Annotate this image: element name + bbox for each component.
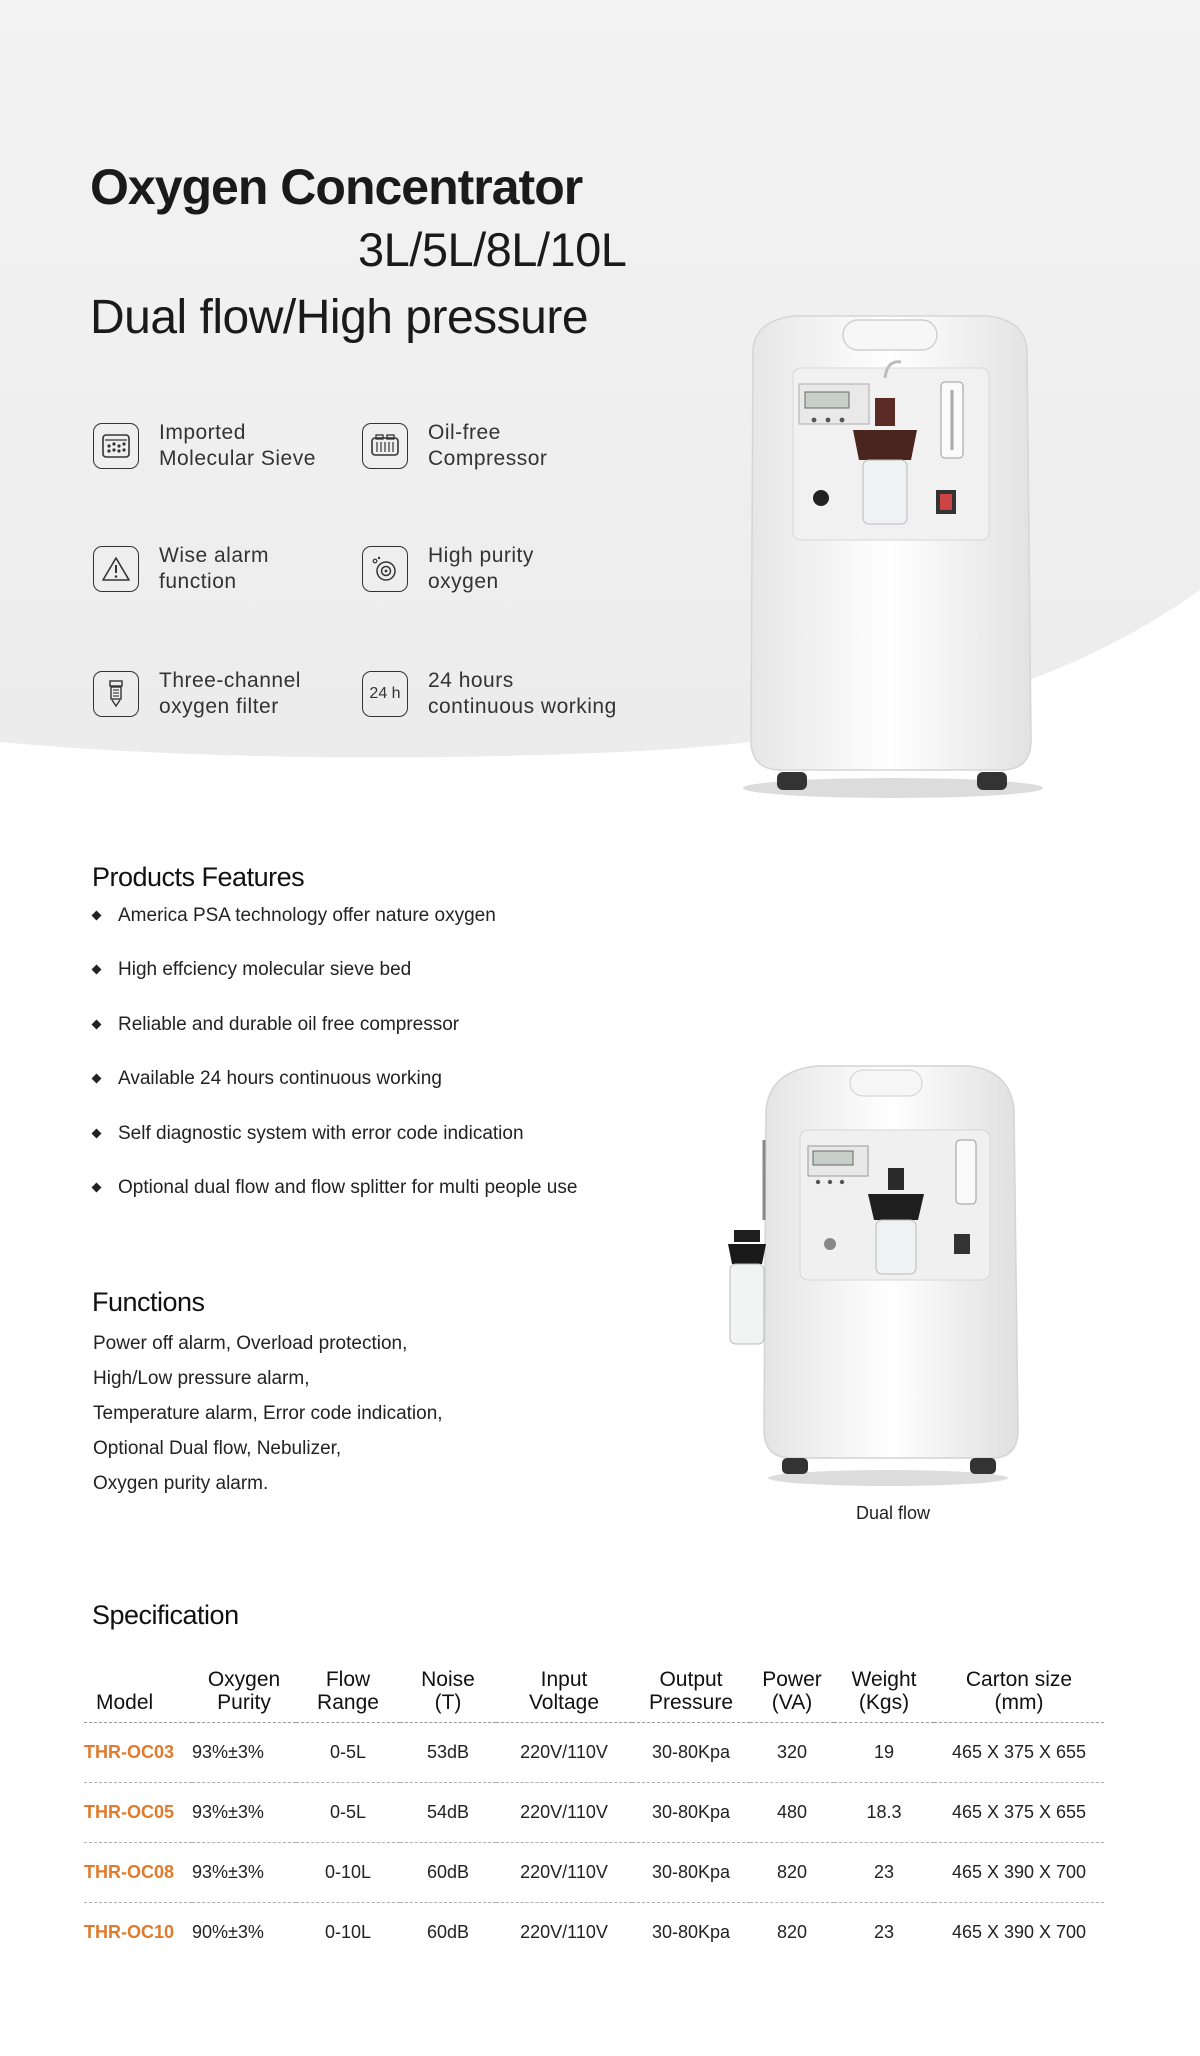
- table-cell: 93%±3%: [192, 1723, 296, 1783]
- feature-label: continuous working: [428, 695, 617, 718]
- table-cell: 54dB: [400, 1783, 496, 1843]
- hero-title: Oxygen Concentrator: [90, 159, 583, 215]
- specification-table: [84, 1668, 1104, 1962]
- feature-alarm: [93, 543, 269, 595]
- list-item: Self diagnostic system with error code indication: [90, 1123, 577, 1177]
- dual-flow-caption: Dual flow: [856, 1503, 931, 1523]
- table-cell: 820: [750, 1843, 834, 1903]
- table-cell: 90%±3%: [192, 1922, 264, 1942]
- table-cell: 465 X 375 X 655: [934, 1783, 1104, 1843]
- column-header: [496, 1668, 632, 1723]
- functions-line: Power off alarm, Overload protection,: [93, 1333, 408, 1354]
- table-row: [84, 1783, 1104, 1843]
- feature-label: Molecular Sieve: [159, 447, 316, 470]
- table-cell: 220V/110V: [496, 1723, 632, 1783]
- column-header: [84, 1668, 192, 1723]
- feature-molecular-sieve: [93, 420, 316, 472]
- column-header: [632, 1668, 750, 1723]
- table-cell: 93%±3%: [192, 1843, 296, 1903]
- table-cell: 0-10L: [324, 1922, 372, 1942]
- column-header-label: (VA): [771, 1691, 813, 1714]
- table-cell: 220V/110V: [496, 1783, 632, 1843]
- alarm-warning-icon: [93, 546, 139, 592]
- table-cell: 465 X 375 X 655: [934, 1723, 1104, 1783]
- list-item: High effciency molecular sieve bed: [90, 959, 577, 1013]
- table-cell: 30-80Kpa: [632, 1783, 750, 1843]
- column-header-label: Input: [540, 1668, 588, 1691]
- feature-label: oxygen filter: [159, 695, 279, 718]
- table-cell: 0-5L: [296, 1723, 400, 1783]
- table-row: [84, 1723, 1104, 1783]
- feature-label: High purity: [428, 544, 534, 567]
- table-cell: 30-80Kpa: [632, 1843, 750, 1903]
- specification-title: Specification: [92, 1600, 239, 1630]
- 24h-icon-label: 24 h: [369, 685, 401, 702]
- table-row: [84, 1903, 1104, 1963]
- column-header: [192, 1668, 296, 1723]
- compressor-icon: [362, 423, 408, 469]
- column-header-label: Noise: [421, 1668, 475, 1691]
- column-header-label: Model: [96, 1691, 154, 1714]
- functions-line: Optional Dual flow, Nebulizer,: [93, 1438, 342, 1459]
- feature-compressor: [362, 420, 547, 472]
- column-header-label: Carton size: [965, 1668, 1073, 1691]
- table-cell: 53dB: [400, 1723, 496, 1783]
- column-header-label: Pressure: [648, 1691, 734, 1714]
- feature-label: 24 hours: [428, 669, 514, 692]
- column-header-label: Oxygen: [207, 1668, 281, 1691]
- table-cell: 0-10L: [296, 1843, 400, 1903]
- table-cell: 820: [776, 1922, 808, 1942]
- feature-label: function: [159, 570, 237, 593]
- feature-24h: [362, 668, 617, 720]
- column-header-label: Range: [317, 1691, 379, 1714]
- model-cell: THR-OC03: [84, 1723, 192, 1783]
- table-cell: 0-5L: [296, 1783, 400, 1843]
- molecular-sieve-icon: [93, 423, 139, 469]
- feature-label: oxygen: [428, 570, 499, 593]
- feature-label: Wise alarm: [159, 544, 270, 567]
- table-header-row: [84, 1668, 1104, 1723]
- hero-subtitle: Dual flow/High pressure: [90, 291, 589, 344]
- functions-line: Temperature alarm, Error code indication,: [93, 1403, 443, 1424]
- feature-filter: [93, 668, 301, 720]
- functions-title: Functions: [92, 1287, 205, 1317]
- column-header-label: Output: [659, 1668, 723, 1691]
- column-header: [750, 1668, 834, 1723]
- model-cell: THR-OC08: [84, 1843, 192, 1903]
- column-header-label: (T): [434, 1691, 462, 1714]
- feature-purity: [362, 543, 534, 595]
- table-cell: 465 X 390 X 700: [934, 1843, 1104, 1903]
- column-header-label: Voltage: [528, 1691, 600, 1714]
- products-features-list: [90, 905, 577, 1231]
- functions-text: [93, 1333, 443, 1508]
- functions-line: High/Low pressure alarm,: [93, 1368, 310, 1389]
- feature-label: Oil-free: [428, 421, 501, 444]
- table-cell: 93%±3%: [192, 1783, 296, 1843]
- table-cell: 30-80Kpa: [651, 1922, 731, 1942]
- table-row: [84, 1843, 1104, 1903]
- product-image-main: [725, 300, 1055, 800]
- oxygen-purity-icon: [362, 546, 408, 592]
- table-cell: 220V/110V: [520, 1922, 608, 1942]
- column-header: [296, 1668, 400, 1723]
- column-header: [834, 1668, 934, 1723]
- table-cell: 19: [834, 1723, 934, 1783]
- column-header-label: (mm): [994, 1691, 1044, 1714]
- feature-label: Compressor: [428, 447, 548, 470]
- column-header: [400, 1668, 496, 1723]
- table-cell: 60dB: [426, 1922, 470, 1942]
- list-item: Available 24 hours continuous working: [90, 1068, 577, 1122]
- hero-sizes: 3L/5L/8L/10L: [358, 223, 627, 276]
- table-cell: 220V/110V: [496, 1843, 632, 1903]
- product-image-dual-flow: [718, 1050, 1028, 1490]
- list-item: Optional dual flow and flow splitter for multi people use: [90, 1177, 577, 1231]
- products-features-title: Products Features: [92, 862, 305, 892]
- table-cell: 60dB: [400, 1843, 496, 1903]
- feature-label: Imported: [159, 421, 246, 444]
- table-cell: 18.3: [834, 1783, 934, 1843]
- table-cell: 23: [834, 1843, 934, 1903]
- column-header-label: Flow: [325, 1668, 371, 1691]
- list-item: America PSA technology offer nature oxygen: [90, 905, 577, 959]
- 24h-icon: [362, 671, 408, 717]
- column-header-label: Weight: [851, 1668, 917, 1691]
- column-header-label: Purity: [217, 1691, 271, 1714]
- table-cell: 30-80Kpa: [632, 1723, 750, 1783]
- functions-line: Oxygen purity alarm.: [93, 1473, 269, 1494]
- list-item: Reliable and durable oil free compressor: [90, 1014, 577, 1068]
- model-cell: THR-OC05: [84, 1783, 192, 1843]
- model-cell: THR-OC10: [84, 1922, 175, 1942]
- column-header: [934, 1668, 1104, 1723]
- table-cell: 23: [873, 1922, 895, 1942]
- filter-icon: [93, 671, 139, 717]
- column-header-label: (Kgs): [858, 1691, 910, 1714]
- table-cell: 320: [750, 1723, 834, 1783]
- table-cell: 480: [750, 1783, 834, 1843]
- column-header-label: Power: [762, 1668, 822, 1691]
- table-cell: 465 X 390 X 700: [951, 1922, 1087, 1942]
- feature-label: Three-channel: [159, 669, 301, 692]
